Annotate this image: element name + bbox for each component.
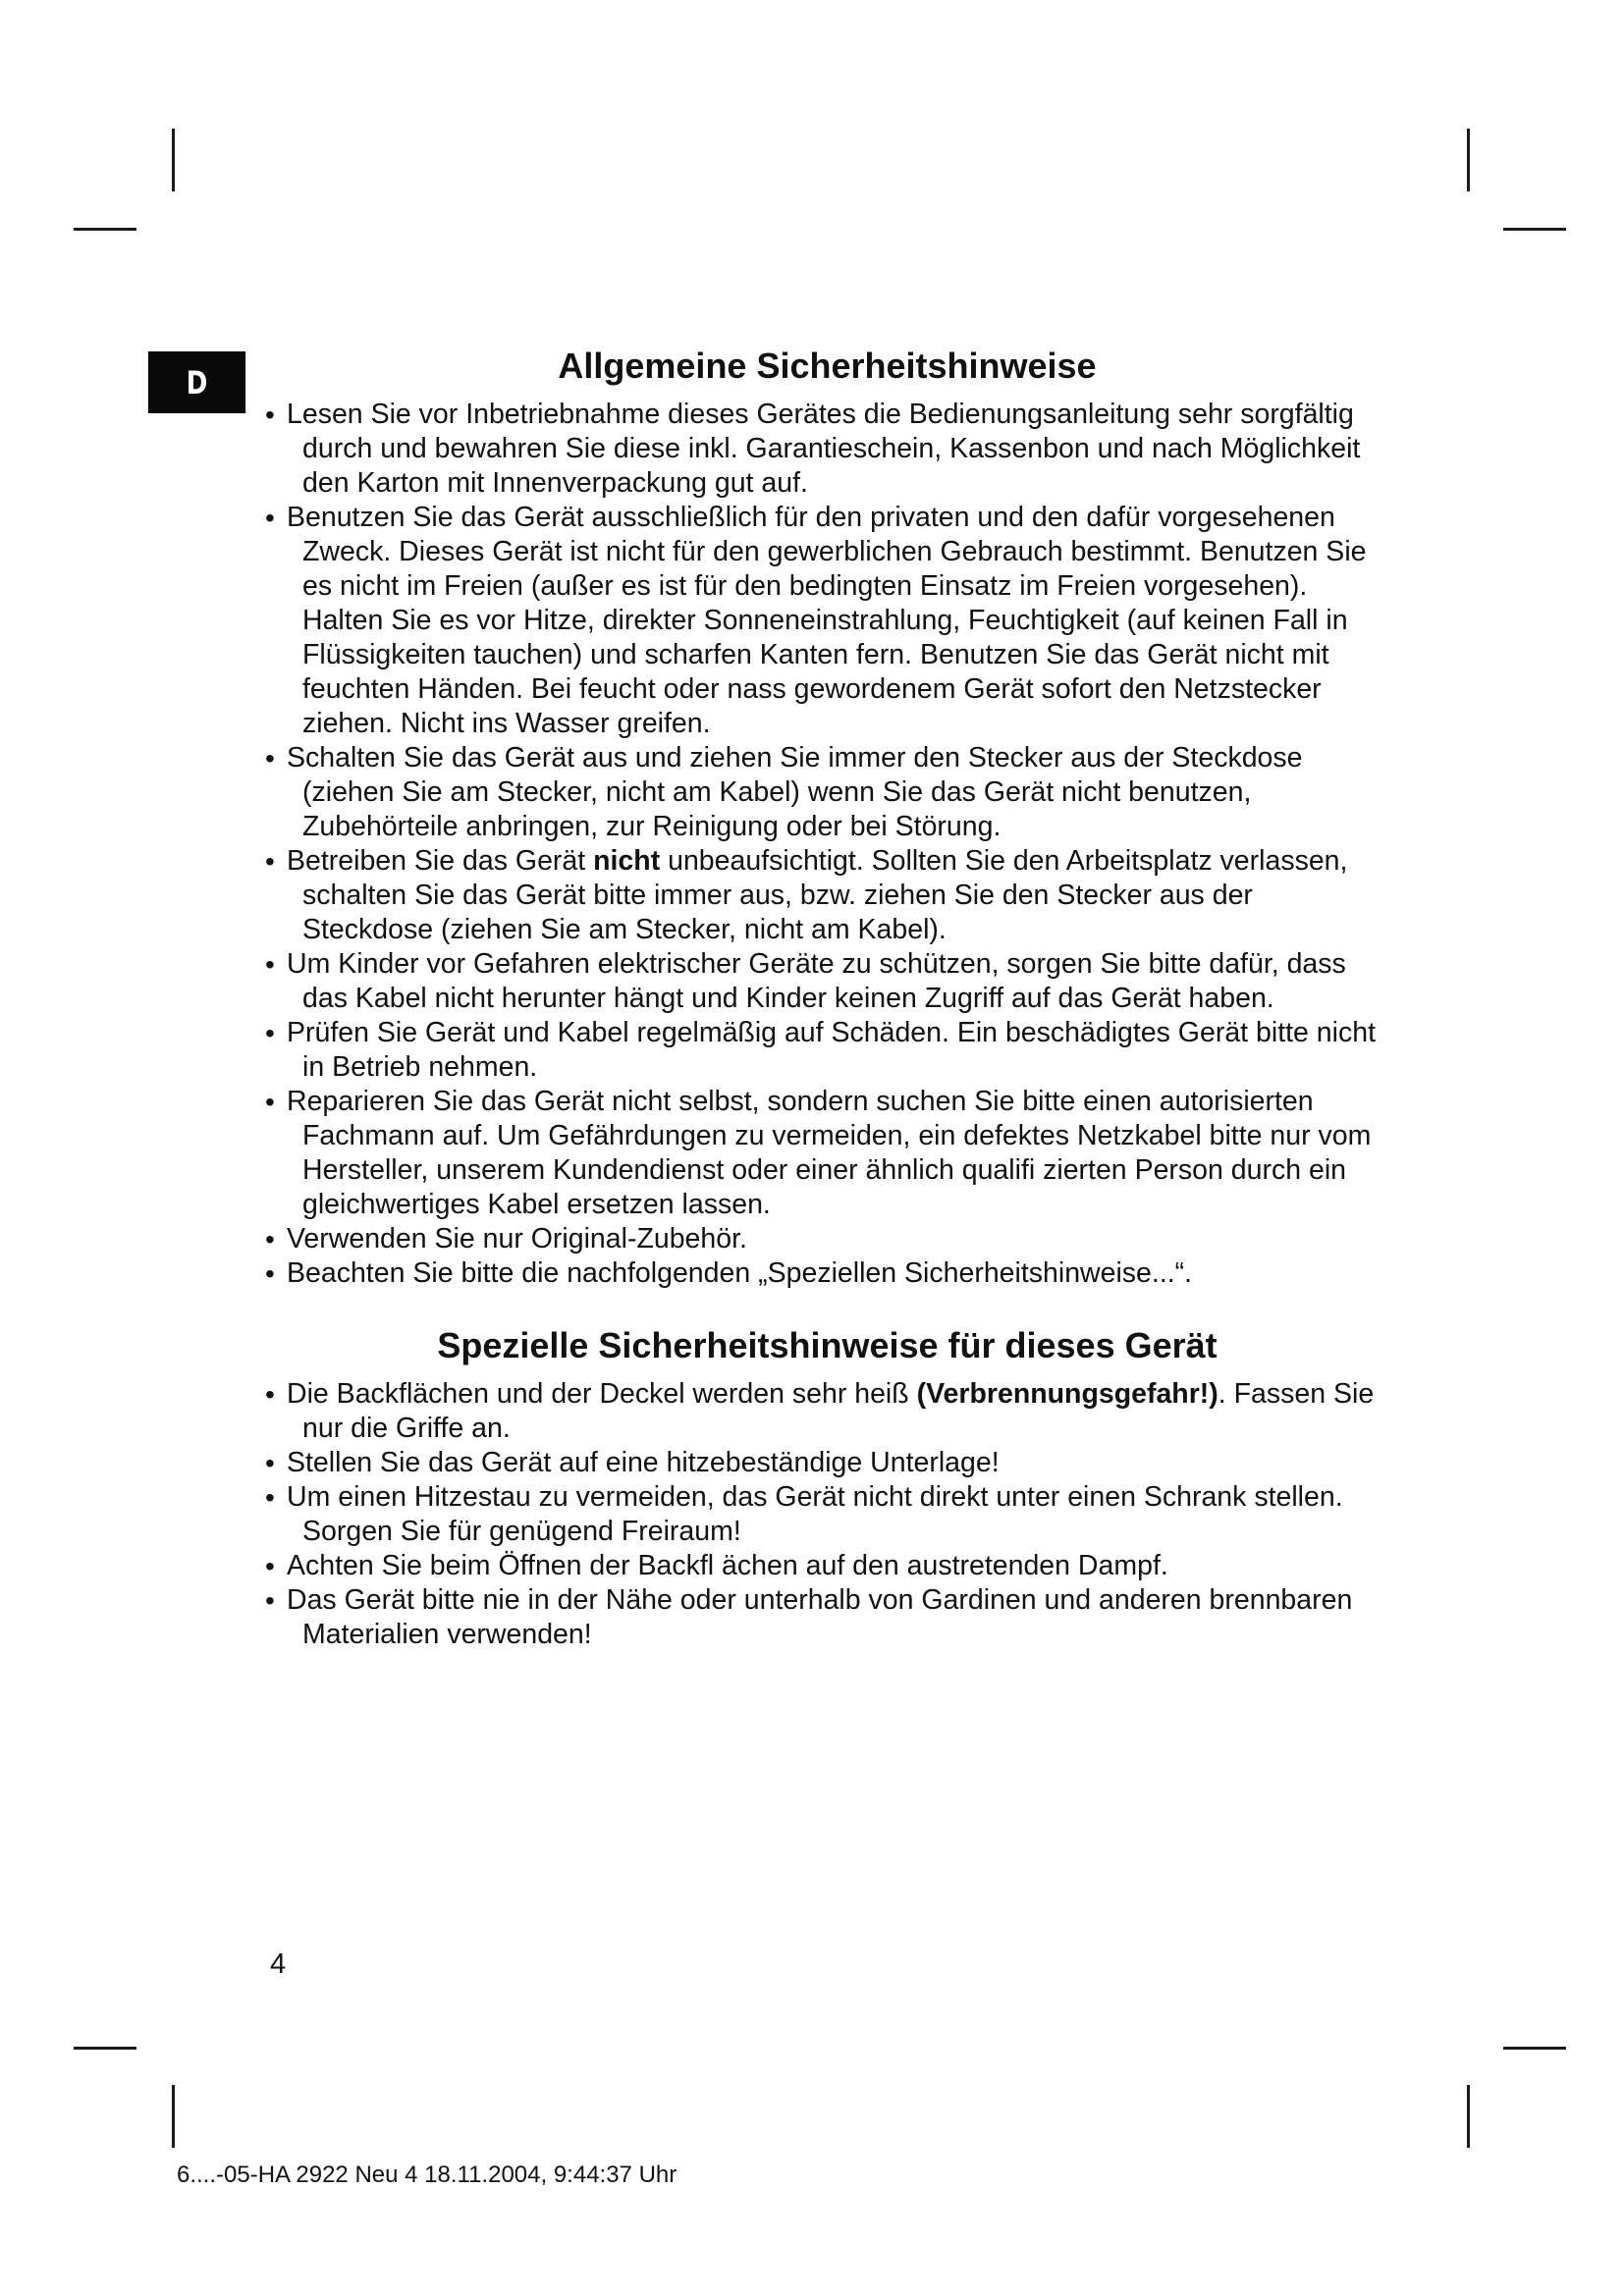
list-item	[265, 398, 1389, 501]
list-item-text: Beachten Sie bitte die nachfolgenden „Speziellen Sicherheitshinweise...“.	[287, 1257, 1193, 1289]
list-item-text: Schalten Sie das Gerät aus und ziehen Sie immer den Stecker aus der Steckdose (ziehen Sie am Stecker, nicht am Kabel) wenn Sie das Gerät nicht benutzen, Zubehörteile anbringen, zur Reinigung oder bei Störung.	[287, 742, 1303, 842]
list-item-text: Reparieren Sie das Gerät nicht selbst, sondern suchen Sie bitte einen autorisierten Fachmann auf. Um Gefährdungen zu vermeiden, ein defektes Netzkabel bitte nur vom Hersteller, unserem Kundendienst oder einer ähnlich qualifi zierten Person durch ein gleichwertiges Kabel ersetzen lassen.	[287, 1086, 1372, 1220]
bullet-icon: •	[265, 1087, 275, 1117]
crop-mark-top-left-horizontal	[74, 228, 136, 231]
crop-mark-bottom-right-vertical	[1467, 2085, 1470, 2148]
list-item-text: Um Kinder vor Gefahren elektrischer Geräte zu schützen, sorgen Sie bitte dafür, dass das Kabel nicht herunter hängt und Kinder keinen Zugriff auf das Gerät haben.	[287, 948, 1346, 1014]
crop-mark-top-right-vertical	[1467, 129, 1470, 191]
list-item	[265, 1016, 1389, 1085]
bullet-icon: •	[265, 1551, 275, 1581]
list-item	[265, 1549, 1389, 1583]
bullet-icon: •	[265, 400, 275, 430]
special-safety-list	[265, 1377, 1389, 1652]
section-title-special-safety: Spezielle Sicherheitshinweise für dieses Gerät	[437, 1325, 1218, 1365]
bullet-icon: •	[265, 1448, 275, 1478]
bullet-icon: •	[265, 1224, 275, 1255]
crop-mark-top-left-vertical	[172, 129, 175, 191]
bullet-icon: •	[265, 846, 275, 877]
list-item	[265, 844, 1389, 947]
list-item	[265, 501, 1389, 741]
bullet-icon: •	[265, 1379, 275, 1410]
language-tab: D	[148, 351, 245, 413]
list-item-text: unbeaufsichtigt. Sollten Sie den Arbeitsplatz verlassen, schalten Sie das Gerät bitte immer aus, bzw. ziehen Sie den Stecker aus der Steckdose (ziehen Sie am Stecker, nicht am Kabel).	[302, 845, 1348, 945]
list-item-text: . Fassen Sie nur die Griffe an.	[302, 1378, 1375, 1444]
list-item	[265, 1222, 1389, 1256]
list-item	[265, 1583, 1389, 1652]
bullet-icon: •	[265, 1258, 275, 1289]
list-item-text: Benutzen Sie das Gerät ausschließlich für den privaten und den dafür vorgesehenen Zweck. Dieses Gerät ist nicht für den gewerblichen Gebrauch bestimmt. Benutzen Sie es nicht im Freien (außer es ist für den bedingten Einsatz im Freien vorgesehen). Halten Sie es vor Hitze, direkter Sonneneinstrahlung, Feuchtigkeit (auf keinen Fall in Flüssigkeiten tauchen) und scharfen Kanten fern. Benutzen Sie das Gerät nicht mit feuchten Händen. Bei feucht oder nass gewordenem Gerät sofort den Netzstecker ziehen. Nicht ins Wasser greifen.	[287, 502, 1367, 739]
list-item	[265, 741, 1389, 844]
list-item-text: Achten Sie beim Öffnen der Backfl ächen auf den austretenden Dampf.	[287, 1550, 1168, 1581]
list-item-text: Betreiben Sie das Gerät	[287, 845, 594, 877]
list-item	[265, 1085, 1389, 1222]
list-item	[265, 1377, 1389, 1446]
crop-mark-bottom-left-vertical	[172, 2085, 175, 2148]
bullet-icon: •	[265, 503, 275, 533]
list-item-text: Stellen Sie das Gerät auf eine hitzebeständige Unterlage!	[287, 1447, 1000, 1478]
list-item	[265, 1256, 1389, 1291]
list-item-text: Prüfen Sie Gerät und Kabel regelmäßig auf Schäden. Ein beschädigtes Gerät bitte nicht in Betrieb nehmen.	[287, 1017, 1376, 1083]
list-item-text: Um einen Hitzestau zu vermeiden, das Gerät nicht direkt unter einen Schrank stellen. Sorgen Sie für genügend Freiraum!	[287, 1481, 1343, 1547]
list-item-text: Lesen Sie vor Inbetriebnahme dieses Gerätes die Bedienungsanleitung sehr sorgfältig durch und bewahren Sie diese inkl. Garantieschein, Kassenbon und nach Möglichkeit den Karton mit Innenverpackung gut auf.	[287, 399, 1361, 499]
bullet-icon: •	[265, 1482, 275, 1513]
list-item-text: Verwenden Sie nur Original-Zubehör.	[287, 1223, 747, 1255]
list-item-text: Das Gerät bitte nie in der Nähe oder unterhalb von Gardinen und anderen brennbaren Materialien verwenden!	[287, 1584, 1353, 1650]
section-title-general-safety: Allgemeine Sicherheitshinweise	[558, 346, 1097, 386]
general-safety-list	[265, 398, 1389, 1291]
crop-mark-bottom-right-horizontal	[1503, 2047, 1566, 2050]
crop-mark-top-right-horizontal	[1503, 228, 1566, 231]
list-item-emphasis: nicht	[593, 845, 661, 877]
page-number: 4	[270, 1949, 287, 1980]
crop-mark-bottom-left-horizontal	[74, 2047, 136, 2050]
print-footer: 6....-05-HA 2922 Neu 4 18.11.2004, 9:44:37 Uhr	[177, 2162, 677, 2188]
bullet-icon: •	[265, 949, 275, 980]
list-item	[265, 1480, 1389, 1549]
bullet-icon: •	[265, 1585, 275, 1616]
page-content	[265, 339, 1389, 1652]
bullet-icon: •	[265, 743, 275, 774]
bullet-icon: •	[265, 1018, 275, 1048]
list-item-text: Die Backflächen und der Deckel werden sehr heiß	[287, 1378, 917, 1410]
list-item	[265, 1446, 1389, 1480]
list-item-emphasis: (Verbrennungsgefahr!)	[916, 1378, 1218, 1410]
list-item	[265, 947, 1389, 1016]
